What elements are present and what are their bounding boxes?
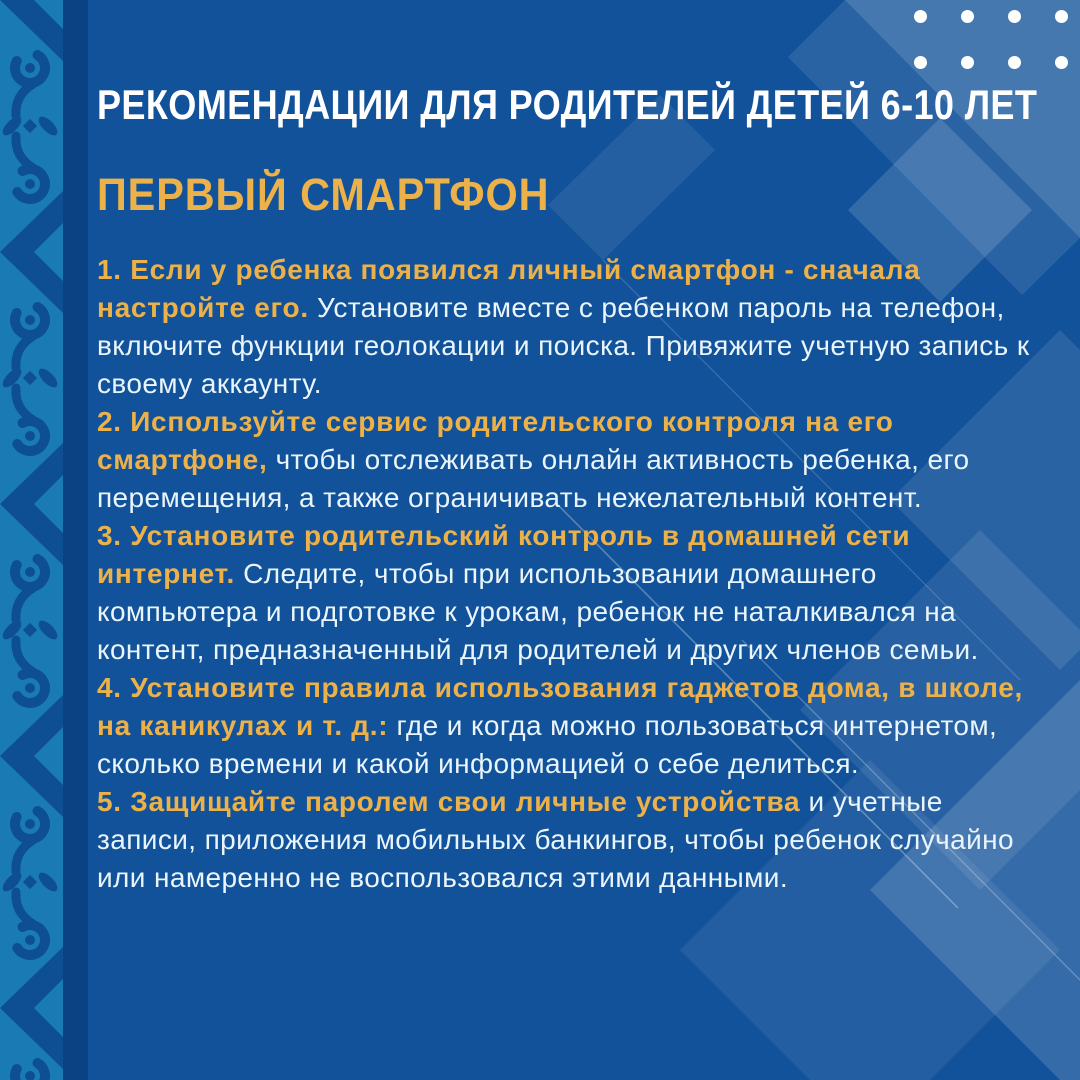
- item-lead: 2. Используйте сервис родительского контроля на его смартфоне,: [97, 406, 894, 476]
- page-title: РЕКОМЕНДАЦИИ ДЛЯ РОДИТЕЛЕЙ ДЕТЕЙ 6-10 ЛЕТ: [97, 81, 1038, 128]
- list-item: [97, 403, 1039, 517]
- item-lead: 5. Защищайте паролем свои личные устройства: [97, 786, 801, 818]
- list-item: [97, 251, 1039, 403]
- item-text: где и когда можно пользоваться интернетом, сколько времени и какой информацией о себе делиться.: [97, 710, 998, 780]
- dot: [1055, 56, 1068, 69]
- list-item: [97, 783, 1039, 897]
- item-text: Следите, чтобы при использовании домашнего компьютера и подготовке к урокам, ребенок не наталкивался на контент, предназначенный для родителей и других членов семьи.: [97, 558, 979, 666]
- item-text: Установите вместе с ребенком пароль на телефон, включите функции геолокации и поиска. Привяжите учетную запись к своему аккаунту.: [97, 292, 1030, 400]
- list-item: [97, 669, 1039, 783]
- kazakh-ornament-border: [0, 0, 88, 1080]
- item-lead: 4. Установите правила использования гаджетов дома, в школе, на каникулах и т. д.:: [97, 672, 1023, 742]
- item-lead: 3. Установите родительский контроль в домашней сети интернет.: [97, 520, 911, 590]
- item-text: и учетные записи, приложения мобильных банкингов, чтобы ребенок случайно или намеренно не воспользовался этими данными.: [97, 786, 1014, 894]
- section-heading: ПЕРВЫЙ СМАРТФОН: [97, 169, 550, 221]
- list-item: [97, 517, 1039, 669]
- recommendations-list: [97, 251, 1039, 897]
- item-lead: 1. Если у ребенка появился личный смартфон - сначала настройте его.: [97, 254, 921, 324]
- dot: [1055, 10, 1068, 23]
- item-text: чтобы отслеживать онлайн активность ребенка, его перемещения, а также ограничивать нежелательный контент.: [97, 444, 970, 514]
- content-area: [97, 0, 1039, 897]
